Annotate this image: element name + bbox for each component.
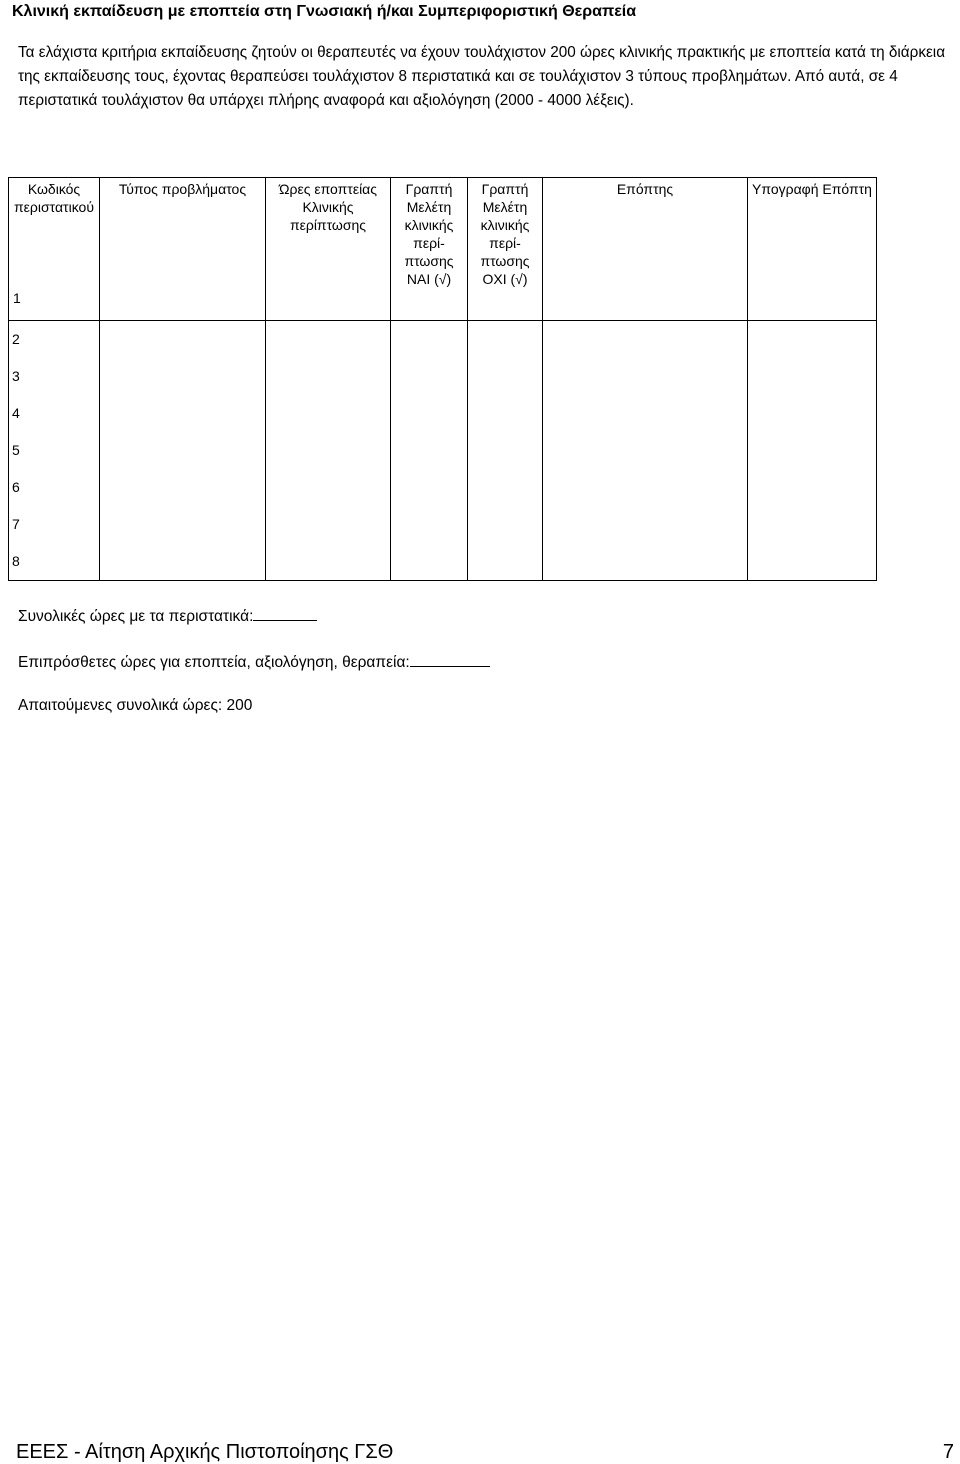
footer-text: ΕΕΕΣ - Αίτηση Αρχικής Πιστοποίησης ΓΣΘ — [16, 1441, 394, 1463]
problem-type-cell[interactable] — [100, 432, 266, 469]
hours-cell[interactable] — [266, 543, 391, 581]
supervisor-cell[interactable] — [543, 543, 748, 581]
written-no-cell[interactable] — [468, 506, 543, 543]
row-number: 2 — [9, 321, 100, 359]
written-yes-cell[interactable] — [391, 432, 468, 469]
additional-hours-line — [18, 652, 490, 673]
header-hours: Ώρες εποπτείας Κλινικής περίπτωσης — [266, 178, 391, 321]
signature-cell[interactable] — [748, 432, 877, 469]
written-yes-cell[interactable] — [391, 358, 468, 395]
header-problem-type: Τύπος προβλήματος — [100, 178, 266, 321]
supervisor-cell[interactable] — [543, 395, 748, 432]
hours-cell[interactable] — [266, 395, 391, 432]
table-row — [9, 469, 877, 506]
problem-type-cell[interactable] — [100, 543, 266, 581]
total-hours-label: Συνολικές ώρες με τα περιστατικά: — [18, 608, 254, 625]
case-log-table — [8, 177, 877, 581]
supervisor-cell[interactable] — [543, 506, 748, 543]
written-yes-cell[interactable] — [391, 469, 468, 506]
table-row — [9, 358, 877, 395]
signature-cell[interactable] — [748, 358, 877, 395]
hours-cell[interactable] — [266, 432, 391, 469]
supervisor-cell[interactable] — [543, 358, 748, 395]
supervisor-cell[interactable] — [543, 432, 748, 469]
required-total-hours: Απαιτούμενες συνολικά ώρες: 200 — [18, 697, 253, 714]
header-written-yes: Γραπτή Μελέτη κλινικής περί-πτωσης ΝΑΙ (√) — [391, 178, 468, 321]
problem-type-cell[interactable] — [100, 506, 266, 543]
row-number: 4 — [9, 395, 100, 432]
signature-cell[interactable] — [748, 321, 877, 359]
row-number: 7 — [9, 506, 100, 543]
table-row — [9, 543, 877, 581]
written-yes-cell[interactable] — [391, 506, 468, 543]
total-hours-blank[interactable] — [253, 606, 317, 621]
table-row — [9, 506, 877, 543]
signature-cell[interactable] — [748, 543, 877, 581]
hours-cell[interactable] — [266, 469, 391, 506]
written-yes-cell[interactable] — [391, 395, 468, 432]
hours-cell[interactable] — [266, 321, 391, 359]
problem-type-cell[interactable] — [100, 321, 266, 359]
written-no-cell[interactable] — [468, 358, 543, 395]
header-code — [9, 178, 100, 321]
hours-cell[interactable] — [266, 506, 391, 543]
additional-hours-label: Επιπρόσθετες ώρες για εποπτεία, αξιολόγηση, θεραπεία: — [18, 654, 410, 671]
problem-type-cell[interactable] — [100, 395, 266, 432]
table-row — [9, 432, 877, 469]
written-no-cell[interactable] — [468, 395, 543, 432]
total-hours-line — [18, 606, 317, 627]
table-header-row — [9, 178, 877, 321]
written-yes-cell[interactable] — [391, 543, 468, 581]
page-number: 7 — [942, 1441, 954, 1463]
row-number: 5 — [9, 432, 100, 469]
header-code-label: Κωδικός περιστατικού — [14, 181, 94, 215]
row-number: 1 — [13, 290, 21, 306]
additional-hours-blank[interactable] — [410, 652, 490, 667]
written-no-cell[interactable] — [468, 432, 543, 469]
supervisor-cell[interactable] — [543, 469, 748, 506]
problem-type-cell[interactable] — [100, 358, 266, 395]
hours-cell[interactable] — [266, 358, 391, 395]
signature-cell[interactable] — [748, 395, 877, 432]
signature-cell[interactable] — [748, 469, 877, 506]
problem-type-cell[interactable] — [100, 469, 266, 506]
written-no-cell[interactable] — [468, 543, 543, 581]
table-row — [9, 321, 877, 359]
row-number: 8 — [9, 543, 100, 581]
document-title: Κλινική εκπαίδευση με εποπτεία στη Γνωσιακή ή/και Συμπεριφοριστική Θεραπεία — [12, 3, 637, 20]
intro-paragraph: Τα ελάχιστα κριτήρια εκπαίδευσης ζητούν οι θεραπευτές να έχουν τουλάχιστον 200 ώρες κλινικής πρακτικής με εποπτεία κατά τη διάρκεια της εκπαίδευσης τους, έχοντας θεραπεύσει τουλάχιστον 8 περιστατικά και σε τουλάχιστον 3 τύπους προβλημάτων. Από αυτά, σε 4 περιστατικά τουλάχιστον θα υπάρχει πλήρης αναφορά και αξιολόγηση (2000 - 4000 λέξεις). — [18, 44, 946, 109]
header-supervisor: Επόπτης — [543, 178, 748, 321]
row-number: 6 — [9, 469, 100, 506]
header-signature: Υπογραφή Επόπτη — [748, 178, 877, 321]
written-no-cell[interactable] — [468, 469, 543, 506]
row-number: 3 — [9, 358, 100, 395]
supervisor-cell[interactable] — [543, 321, 748, 359]
written-yes-cell[interactable] — [391, 321, 468, 359]
signature-cell[interactable] — [748, 506, 877, 543]
header-written-no: Γραπτή Μελέτη κλινικής περί-πτωσης ΟΧΙ (√) — [468, 178, 543, 321]
table-row — [9, 395, 877, 432]
written-no-cell[interactable] — [468, 321, 543, 359]
